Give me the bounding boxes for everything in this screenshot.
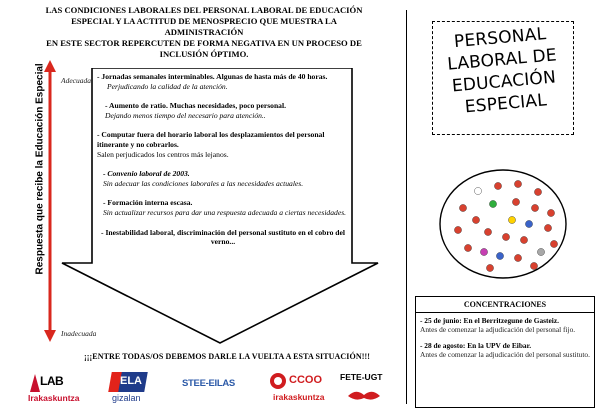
title-line: PERSONAL	[453, 24, 548, 53]
dot	[502, 233, 509, 240]
axis-title: Respuesta que recibe la Educación Especial	[34, 63, 46, 275]
list-item	[97, 228, 349, 247]
inclusion-circle	[438, 168, 568, 280]
concentraciones-header: CONCENTRACIONES	[416, 297, 594, 313]
list-item	[97, 198, 349, 217]
items-list	[97, 72, 349, 257]
slogan: ¡¡¡ENTRE TODAS/OS DEBEMOS DARLE LA VUELTA A ESTA SITUACIÓN!!!	[83, 352, 371, 361]
event-item	[416, 313, 594, 336]
intro-line: ESPECIAL Y LA ACTITUD DE MENOSPRECIO QUE MUESTRA LA ADMINISTRACIÓN	[71, 16, 337, 37]
dot	[547, 209, 554, 216]
intro-line: EN ESTE SECTOR REPERCUTEN DE FORMA NEGATIVA EN UN PROCESO DE	[46, 38, 362, 48]
dot	[534, 188, 541, 195]
ccoo-logo-subtitle: irakaskuntza	[273, 392, 325, 402]
event-item	[416, 337, 594, 361]
item-heading: - Convenio laboral de 2003.	[103, 169, 190, 179]
ugt-logo-name: FETE-UGT	[340, 372, 383, 382]
item-sub: Sin adecuar las condiciones laborales a las necesidades actuales.	[103, 178, 304, 188]
dot	[484, 228, 491, 235]
title-line: EDUCACIÓN	[451, 67, 557, 97]
item-heading: - Inestabilidad laboral, discriminación del personal sustituto en el cobro del verno...	[101, 227, 345, 247]
dot	[494, 182, 501, 189]
dot	[496, 252, 503, 259]
poster-title	[429, 21, 576, 121]
dot	[474, 187, 481, 194]
event-note: Antes de comenzar la adjudicación del personal sustituto.	[420, 349, 590, 359]
dot	[530, 262, 537, 269]
arrow-shaft	[49, 71, 52, 331]
ccoo-logo	[269, 370, 329, 406]
dot	[472, 216, 479, 223]
ela-logo	[106, 370, 156, 406]
dot	[464, 244, 471, 251]
item-sub: Dejando menos tiempo del necesario para atención..	[105, 110, 266, 120]
dot	[454, 226, 461, 233]
arrow-head-down	[44, 330, 56, 342]
title-line: LABORAL DE	[446, 45, 558, 75]
list-item	[97, 169, 349, 188]
list-item	[97, 101, 349, 120]
dot	[525, 220, 532, 227]
axis-label-bottom: Inadecuada	[61, 329, 97, 338]
intro-line: INCLUSIÓN ÓPTIMO.	[159, 49, 249, 59]
event-head: - 28 de agosto: En la UPV de Eibar.	[420, 340, 532, 350]
ccoo-logo-name: CCOO	[289, 374, 322, 386]
item-heading: - Formación interna escasa.	[103, 198, 193, 208]
dot	[531, 204, 538, 211]
item-heading: - Aumento de ratio. Muchas necesidades, poco personal.	[105, 101, 286, 111]
column-divider	[406, 10, 407, 404]
event-head: - 25 de junio: En el Berritzegune de Gasteiz.	[420, 316, 559, 326]
dot	[480, 248, 487, 255]
dot	[486, 264, 493, 271]
list-item	[97, 130, 349, 159]
item-sub: Perjudicando la calidad de la atención.	[107, 81, 228, 91]
dot	[489, 200, 496, 207]
lab-logo-name: LAB	[40, 374, 64, 388]
lab-logo-subtitle: Irakaskuntza	[28, 393, 80, 403]
concentraciones-box	[415, 296, 595, 408]
arrow-head-up	[44, 60, 56, 72]
event-note: Antes de comenzar la adjudicación del personal fijo.	[420, 325, 576, 335]
stee-logo: STEE-EILAS	[182, 378, 235, 389]
dot	[514, 254, 521, 261]
intro-line: LAS CONDICIONES LABORALES DEL PERSONAL LABORAL DE EDUCACIÓN	[45, 5, 363, 15]
ccoo-symbol	[269, 372, 287, 390]
dot	[550, 240, 557, 247]
lab-logo	[28, 370, 80, 406]
title-box	[432, 21, 574, 135]
dot	[544, 224, 551, 231]
ela-logo-name: ELA	[120, 375, 142, 387]
dot	[512, 198, 519, 205]
dot	[537, 248, 544, 255]
item-heading: - Jornadas semanales interminables. Algunas de hasta más de 40 horas.	[97, 72, 328, 81]
title-line: ESPECIAL	[464, 90, 548, 118]
circle-outline	[440, 170, 566, 278]
ela-logo-subtitle: gizalan	[112, 393, 141, 403]
item-heading: - Computar fuera del horario laboral los desplazamientos del personal itinerante y no cobrarlos.	[97, 130, 325, 149]
item-sub: Sin actualizar recursos para dar una respuesta adecuada a ciertas necesidades.	[103, 207, 347, 217]
handshake-icon	[346, 386, 382, 404]
ugt-logo	[340, 370, 390, 408]
item-sub: Salen perjudicados los centros más lejanos.	[97, 149, 229, 159]
dot	[514, 180, 521, 187]
dot	[508, 216, 515, 223]
dot	[459, 204, 466, 211]
union-logos	[22, 370, 392, 408]
intro-heading	[34, 5, 374, 60]
axis-label-top: Adecuada	[61, 76, 91, 85]
list-item	[97, 72, 349, 91]
dot	[520, 236, 527, 243]
